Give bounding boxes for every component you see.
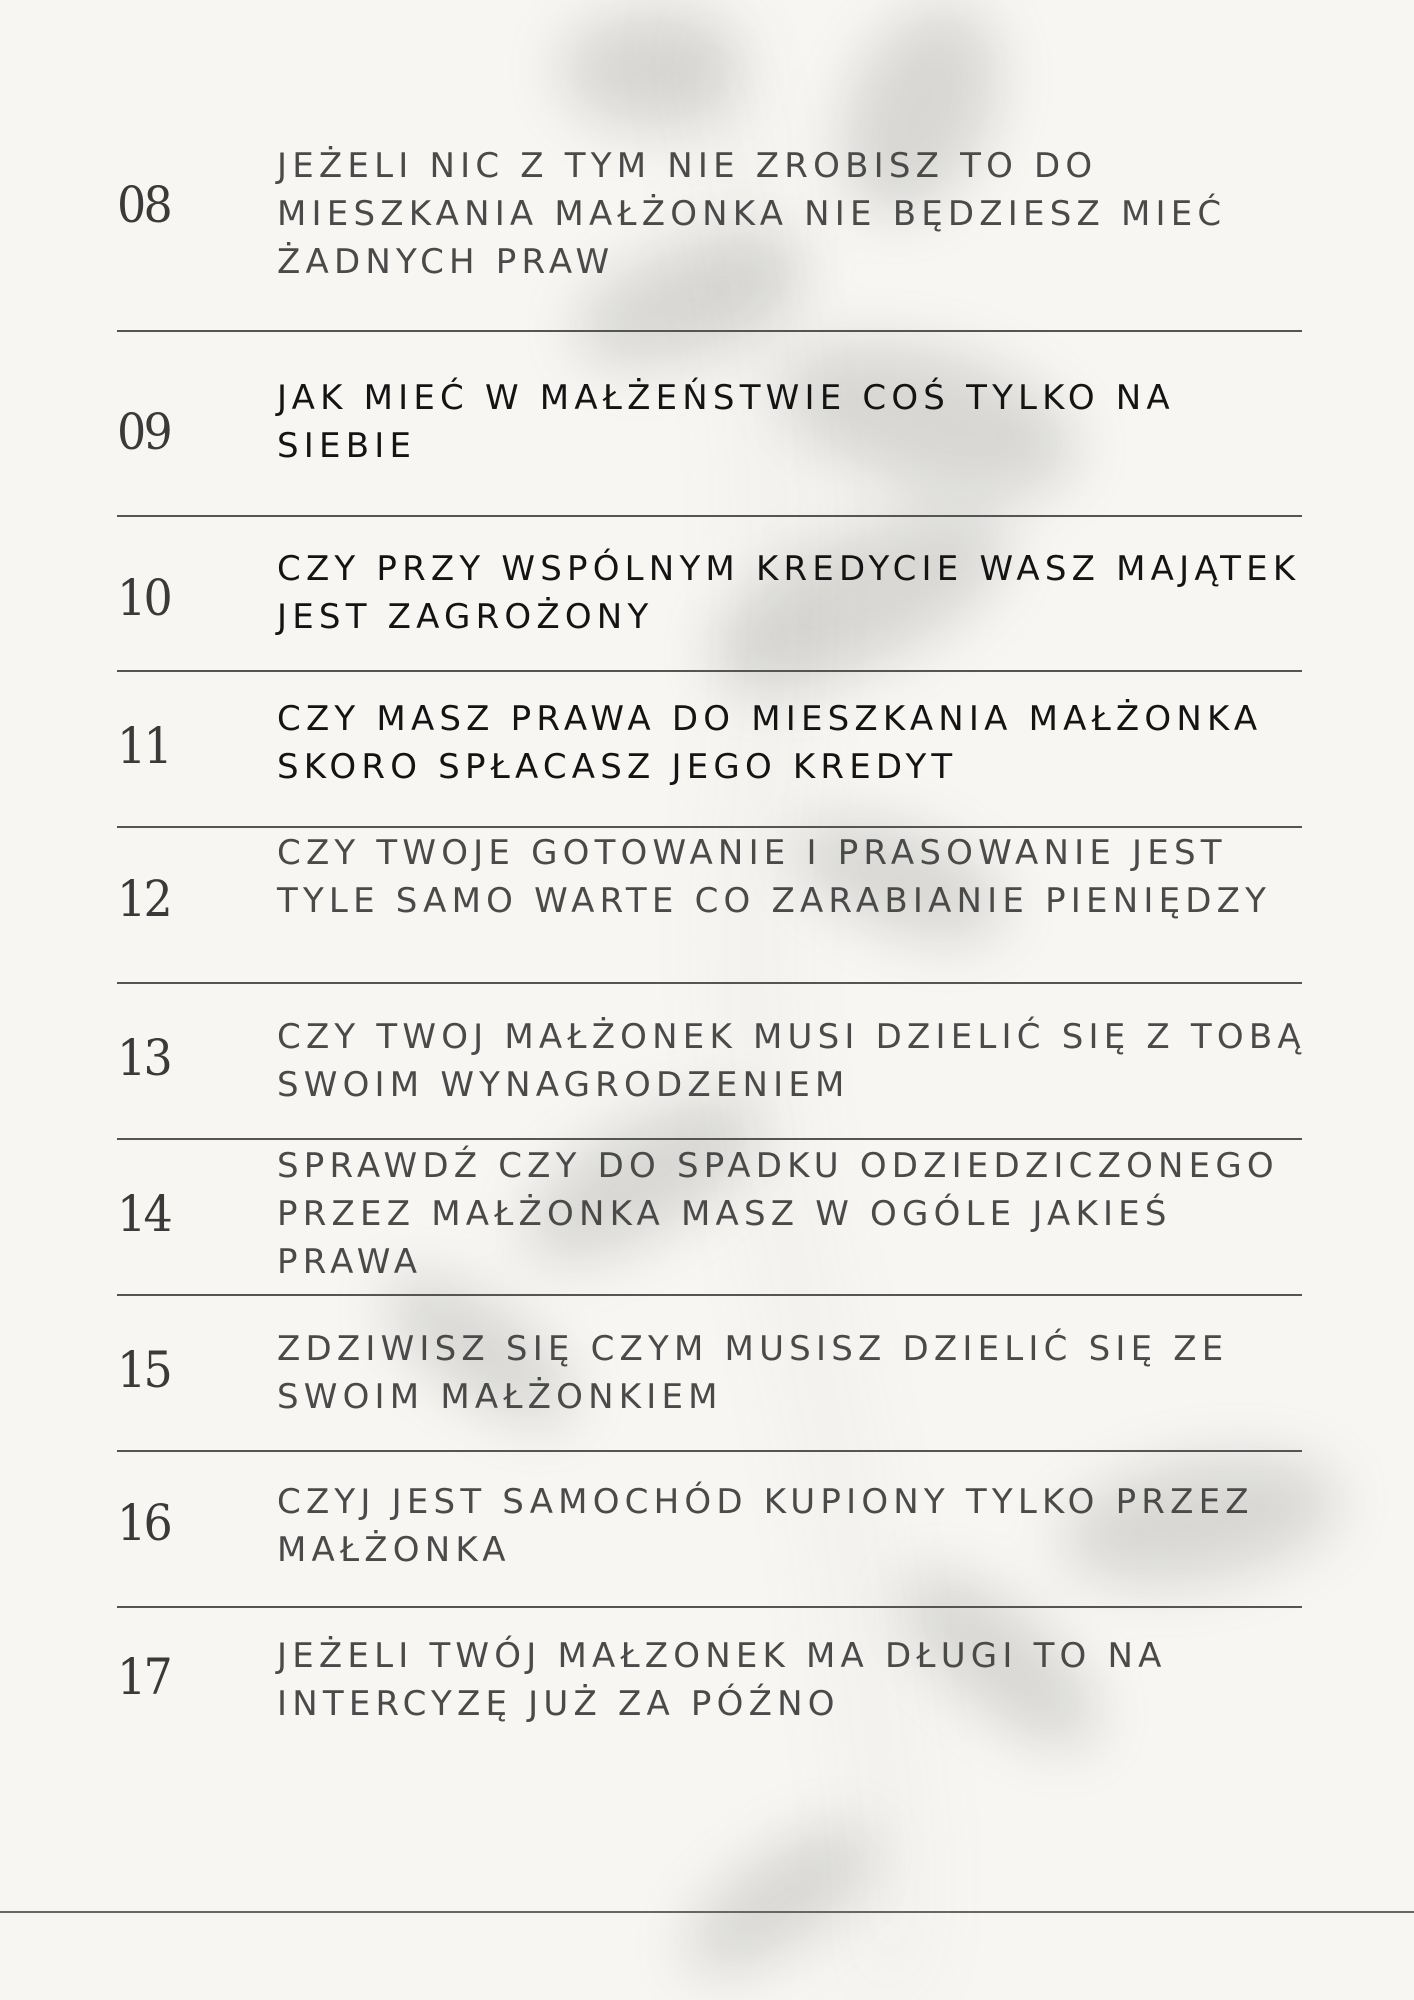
toc-title: CZYJ JEST SAMOCHÓD KUPIONY TYLKO PRZEZ MAŁŻONKA	[277, 1482, 1254, 1570]
toc-title: JEŻELI NIC Z TYM NIE ZROBISZ TO DO MIESZKANIA MAŁŻONKA NIE BĘDZIESZ MIEĆ ŻADNYCH PRAW	[277, 146, 1227, 282]
toc-number: 14	[117, 1185, 171, 1243]
footer-divider	[0, 1911, 1414, 1913]
toc-title: JAK MIEĆ W MAŁŻEŃSTWIE COŚ TYLKO NA SIEBIE	[277, 378, 1175, 466]
divider-line	[117, 1138, 1302, 1140]
toc-title: CZY PRZY WSPÓLNYM KREDYCIE WASZ MAJĄTEK JEST ZAGROŻONY	[277, 549, 1301, 637]
toc-title: CZY MASZ PRAWA DO MIESZKANIA MAŁŻONKA SKORO SPŁACASZ JEGO KREDYT	[277, 699, 1263, 787]
toc-title: SPRAWDŹ CZY DO SPADKU ODZIEDZICZONEGO PRZEZ MAŁŻONKA MASZ W OGÓLE JAKIEŚ PRAWA	[277, 1146, 1279, 1282]
toc-number: 15	[117, 1341, 171, 1399]
divider-line	[117, 670, 1302, 672]
divider-line	[117, 1294, 1302, 1296]
divider-line	[117, 1450, 1302, 1452]
divider-line	[117, 982, 1302, 984]
toc-number: 10	[117, 569, 171, 627]
toc-number: 11	[117, 717, 171, 775]
toc-number: 12	[117, 870, 171, 928]
toc-number: 16	[117, 1494, 171, 1552]
divider-line	[117, 515, 1302, 517]
toc-number: 17	[117, 1648, 171, 1706]
toc-title: JEŻELI TWÓJ MAŁZONEK MA DŁUGI TO NA INTERCYZĘ JUŻ ZA PÓŹNO	[277, 1636, 1167, 1724]
toc-title: ZDZIWISZ SIĘ CZYM MUSISZ DZIELIĆ SIĘ ZE SWOIM MAŁŻONKIEM	[277, 1329, 1229, 1417]
toc-number: 09	[117, 403, 171, 461]
toc-number: 13	[117, 1029, 171, 1087]
divider-line	[117, 1606, 1302, 1608]
divider-line	[117, 826, 1302, 828]
toc-title: CZY TWOJ MAŁŻONEK MUSI DZIELIĆ SIĘ Z TOBĄ SWOIM WYNAGRODZENIEM	[277, 1017, 1306, 1105]
toc-number: 08	[117, 176, 171, 234]
toc-title: CZY TWOJE GOTOWANIE I PRASOWANIE JEST TYLE SAMO WARTE CO ZARABIANIE PIENIĘDZY	[277, 833, 1272, 921]
divider-line	[117, 330, 1302, 332]
